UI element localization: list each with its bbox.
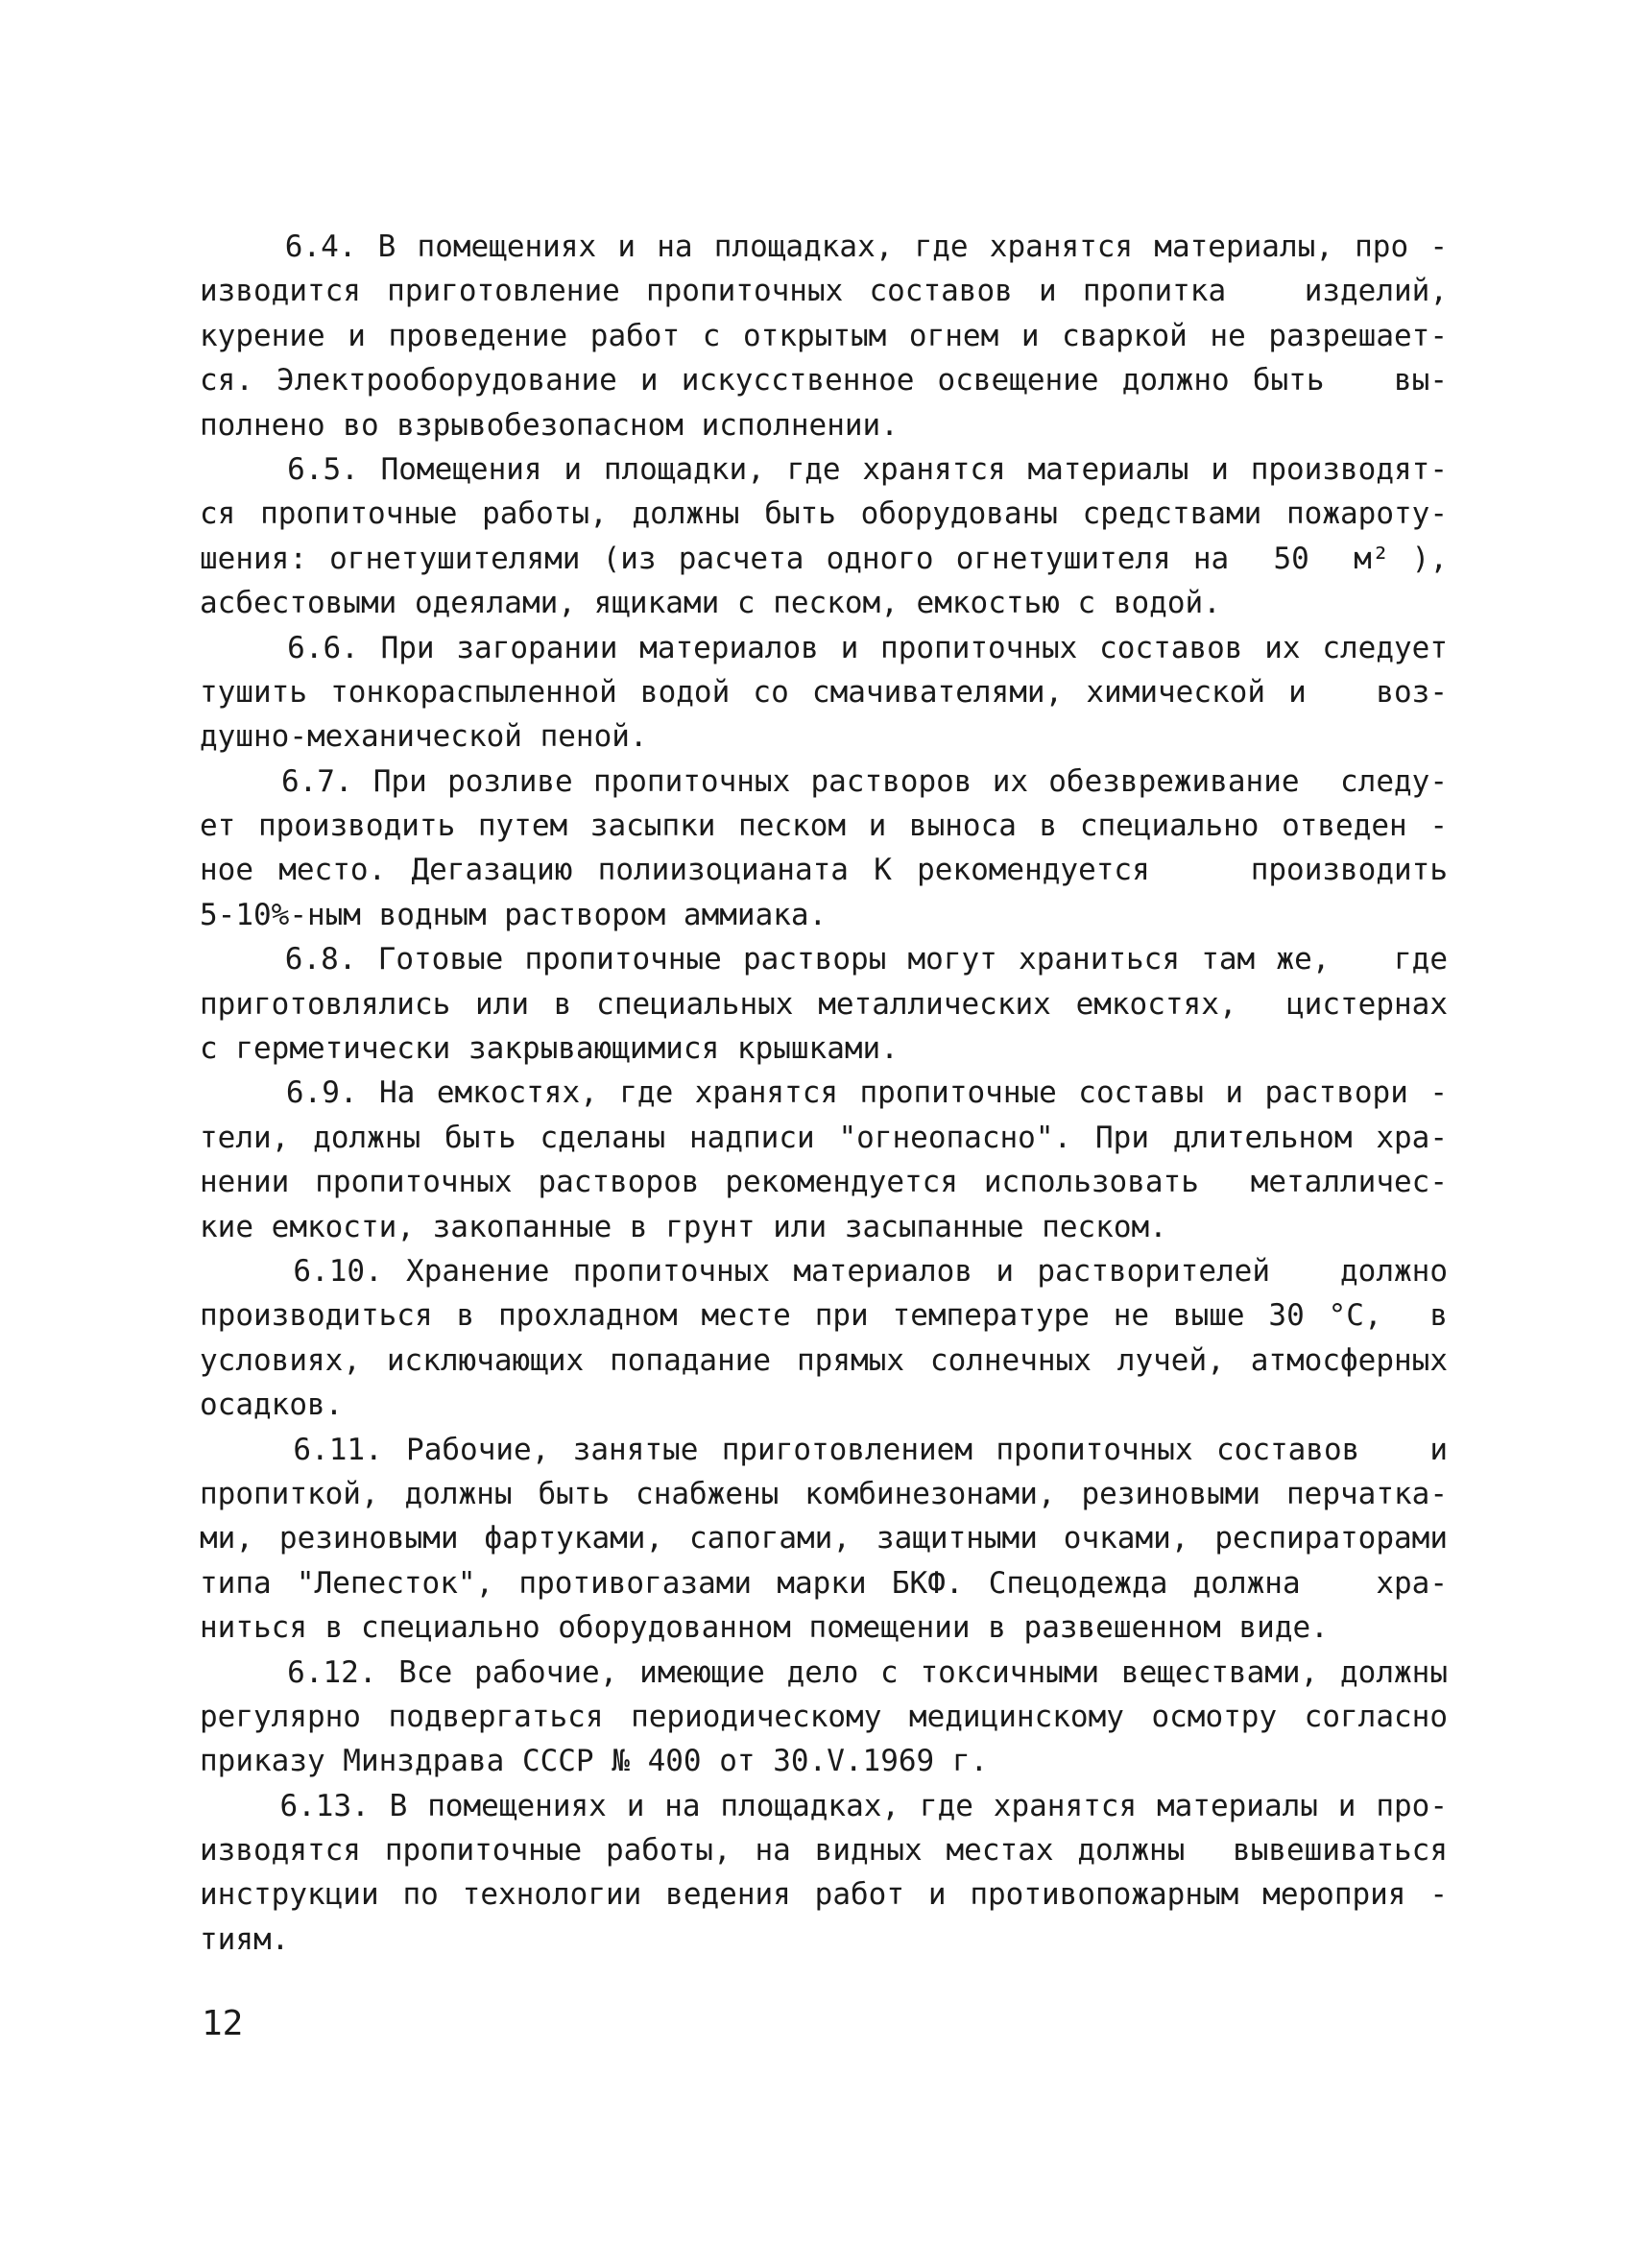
text-line: регулярно подвергаться периодическому медицинскому осмотру согласно [200, 1699, 1448, 1734]
text-line: курение и проведение работ с открытым огнем и сваркой не разрешает- [200, 318, 1448, 353]
text-line: ся. Электрооборудование и искусственное освещение должно быть вы- [200, 363, 1448, 398]
text-line: пропиткой, должны быть снабжены комбинезонами, резиновыми перчатка- [200, 1476, 1448, 1511]
text-line: 6.10. Хранение пропиточных материалов и растворителей должно [200, 1253, 1448, 1289]
text-line: ми, резиновыми фартуками, сапогами, защитными очками, респираторами [200, 1521, 1448, 1556]
text-line: асбестовыми одеялами, ящиками с песком, емкостью с водой. [200, 586, 1221, 621]
text-line: 6.12. Все рабочие, имеющие дело с токсичными веществами, должны [200, 1654, 1448, 1690]
text-line: осадков. [200, 1387, 344, 1423]
text-line: производиться в прохладном месте при температуре не выше 30 °С, в [200, 1298, 1448, 1334]
text-line: с герметически закрывающимися крышками. [200, 1031, 899, 1067]
text-line: 6.8. Готовые пропиточные растворы могут храниться там же, где [200, 942, 1448, 977]
text-line: ся пропиточные работы, должны быть оборудованы средствами пожароту- [200, 496, 1448, 532]
text-line: 6.11. Рабочие, занятые приготовлением пропиточных составов и [200, 1432, 1448, 1467]
text-line: приказу Минздрава СССР № 400 от 30.V.1969 г. [200, 1744, 989, 1779]
text-line: шения: огнетушителями (из расчета одного огнетушителя на 50 м² ), [200, 541, 1448, 576]
text-line: тиям. [200, 1921, 290, 1957]
text-line: 5-10%-ным водным раствором аммиака. [200, 897, 828, 932]
text-line: ное место. Дегазацию полиизоцианата К рекомендуется производить [200, 853, 1448, 888]
text-line: полнено во взрывобезопасном исполнении. [200, 407, 899, 443]
text-line: тели, должны быть сделаны надписи "огнеопасно". При длительном хра- [200, 1120, 1448, 1155]
text-line: 6.5. Помещения и площадки, где хранятся материалы и производят- [200, 451, 1448, 487]
text-line: 6.13. В помещениях и на площадках, где хранятся материалы и про- [200, 1788, 1448, 1823]
text-line: 6.9. На емкостях, где хранятся пропиточные составы и раствори - [200, 1075, 1448, 1111]
text-line: душно-механической пеной. [200, 719, 648, 755]
document-body [200, 225, 1448, 1962]
text-line: 6.7. При розливе пропиточных растворов их обезвреживание следу- [200, 763, 1448, 799]
text-line: изводится приготовление пропиточных составов и пропитка изделий, [200, 274, 1448, 309]
text-line: 6.6. При загорании материалов и пропиточных составов их следует [200, 630, 1448, 665]
text-line: тушить тонкораспыленной водой со смачивателями, химической и воз- [200, 674, 1448, 710]
text-line: ниться в специально оборудованном помещении в развешенном виде. [200, 1610, 1329, 1646]
text-line: инструкции по технологии ведения работ и противопожарным мероприя - [200, 1877, 1448, 1913]
text-line: ет производить путем засыпки песком и выноса в специально отведен - [200, 808, 1448, 844]
text-line: нении пропиточных растворов рекомендуется использовать металличес- [200, 1165, 1448, 1200]
text-line: изводятся пропиточные работы, на видных местах должны вывешиваться [200, 1833, 1448, 1869]
text-line: приготовлялись или в специальных металлических емкостях, цистернах [200, 986, 1448, 1022]
page-number: 12 [202, 2004, 244, 2043]
text-line: типа "Лепесток", противогазами марки БКФ. Спецодежда должна хра- [200, 1565, 1448, 1601]
text-line: кие емкости, закопанные в грунт или засыпанные песком. [200, 1209, 1167, 1244]
text-line: 6.4. В помещениях и на площадках, где хранятся материалы, про - [200, 229, 1448, 264]
text-line: условиях, исключающих попадание прямых солнечных лучей, атмосферных [200, 1342, 1448, 1378]
